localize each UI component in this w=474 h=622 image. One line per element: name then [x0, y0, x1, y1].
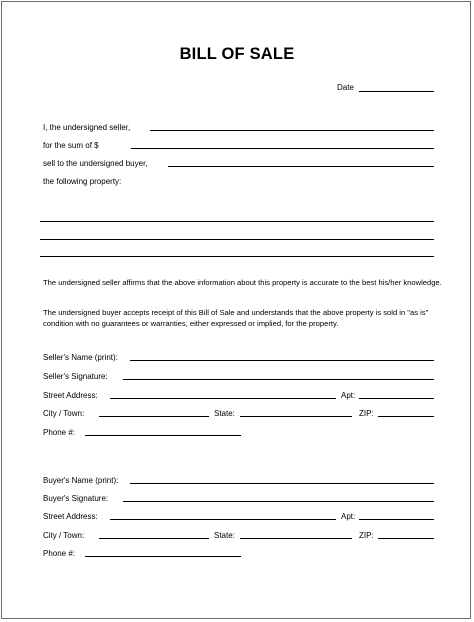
buyer-street-line[interactable]	[110, 519, 336, 520]
buyer-intro-label: sell to the undersigned buyer,	[43, 159, 148, 168]
seller-name-line[interactable]	[130, 360, 434, 361]
buyer-signature-label: Buyer's Signature:	[43, 494, 109, 503]
buyer-signature-line[interactable]	[123, 501, 434, 502]
property-label: the following property:	[43, 177, 122, 186]
seller-zip-label: ZIP:	[359, 409, 374, 418]
seller-zip-line[interactable]	[378, 416, 434, 417]
seller-street-label: Street Address:	[43, 391, 98, 400]
property-line-2[interactable]	[40, 239, 434, 240]
buyer-phone-line[interactable]	[85, 556, 241, 557]
seller-affirms-text: The undersigned seller affirms that the above information about this property is accurate to the best his/her knowledge.	[43, 278, 442, 287]
seller-signature-line[interactable]	[123, 379, 434, 380]
buyer-apt-label: Apt:	[341, 512, 356, 521]
seller-phone-label: Phone #:	[43, 428, 76, 437]
buyer-phone-label: Phone #:	[43, 549, 76, 558]
seller-name-label: Seller's Name (print):	[43, 353, 118, 362]
seller-apt-line[interactable]	[359, 398, 434, 399]
seller-intro-label: I, the undersigned seller,	[43, 123, 131, 132]
buyer-intro-line[interactable]	[168, 166, 434, 167]
seller-state-line[interactable]	[240, 416, 352, 417]
buyer-accepts-text: The undersigned buyer accepts receipt of this Bill of Sale and understands that the above property is sold in "as is" condition with no guarantees or warranties, either expressed or implied, for the property.	[43, 308, 429, 328]
buyer-zip-label: ZIP:	[359, 531, 374, 540]
buyer-state-label: State:	[214, 531, 235, 540]
sum-label: for the sum of $	[43, 141, 99, 150]
bill-of-sale-page	[1, 1, 471, 619]
property-line-1[interactable]	[40, 221, 434, 222]
buyer-apt-line[interactable]	[359, 519, 434, 520]
property-line-3[interactable]	[40, 256, 434, 257]
seller-city-label: City / Town:	[43, 409, 85, 418]
seller-phone-line[interactable]	[85, 435, 241, 436]
date-field-line[interactable]	[359, 91, 434, 92]
seller-apt-label: Apt:	[341, 391, 356, 400]
seller-state-label: State:	[214, 409, 235, 418]
buyer-zip-line[interactable]	[378, 538, 434, 539]
buyer-name-label: Buyer's Name (print):	[43, 476, 119, 485]
buyer-name-line[interactable]	[130, 483, 434, 484]
seller-signature-label: Seller's Signature:	[43, 372, 108, 381]
seller-city-line[interactable]	[99, 416, 209, 417]
buyer-city-label: City / Town:	[43, 531, 85, 540]
buyer-street-label: Street Address:	[43, 512, 98, 521]
seller-intro-line[interactable]	[150, 130, 434, 131]
date-label: Date	[337, 83, 354, 92]
buyer-state-line[interactable]	[240, 538, 352, 539]
buyer-city-line[interactable]	[99, 538, 209, 539]
document-title: BILL OF SALE	[179, 45, 295, 63]
seller-street-line[interactable]	[110, 398, 336, 399]
sum-line[interactable]	[131, 148, 434, 149]
